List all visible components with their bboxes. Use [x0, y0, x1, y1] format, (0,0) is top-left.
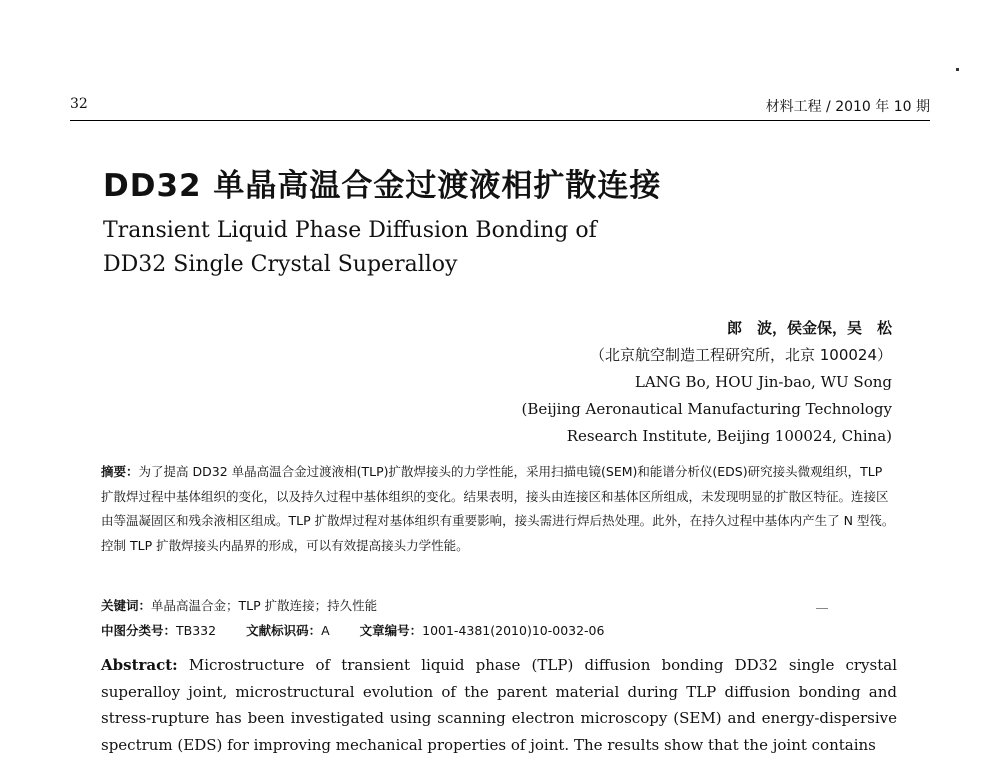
abstract-english [101, 652, 897, 758]
clc-label: 中图分类号： [101, 623, 177, 638]
page-number: 32 [70, 96, 88, 112]
title-english-line-2: DD32 Single Crystal Superalloy [103, 252, 458, 277]
scan-speck [956, 68, 959, 71]
abstract-english-text: Microstructure of transient liquid phase (TLP) diffusion bonding DD32 single crystal superalloy joint, microstructural evolution of the parent material during TLP diffusion bonding and stress-rupture has been investigated using scanning electron microscopy (SEM) and energy-dispersive spectrum (EDS) for improving mechanical properties of joint. The results show that the joint contains [101, 656, 897, 754]
keywords [101, 596, 377, 614]
abstract-english-label: Abstract: [101, 656, 178, 674]
title-chinese: DD32 单晶高温合金过渡液相扩散连接 [103, 168, 662, 204]
authors-english: LANG Bo, HOU Jin-bao, WU Song [634, 373, 892, 391]
article-number-value: 1001-4381(2010)10-0032-06 [422, 623, 605, 638]
keywords-text: 单晶高温合金；TLP 扩散连接；持久性能 [151, 598, 378, 613]
classification-line [101, 621, 604, 639]
journal-header: 材料工程 / 2010 年 10 期 [765, 99, 930, 115]
affiliation-english-line-1: (Beijing Aeronautical Manufacturing Technology [521, 400, 892, 418]
doc-code-value: A [321, 623, 330, 638]
title-english [103, 214, 597, 282]
abstract-chinese-label: 摘要： [101, 464, 139, 479]
header-rule [70, 120, 930, 121]
abstract-chinese-text: 为了提高 DD32 单晶高温合金过渡液相(TLP)扩散焊接头的力学性能，采用扫描电镜(SEM)和能谱分析仪(EDS)研究接头微观组织，TLP 扩散焊过程中基体组织的变化，以及持久过程中基体组织的变化。结果表明，接头由连接区和基体区所组成，未发现明显的扩散区特征。连接区由等温凝固区和残余液相区组成。TLP 扩散焊过程对基体组织有重要影响，接头需进行焊后热处理。此外，在持久过程中基体内产生了 N 型筏。控制 TLP 扩散焊接头内晶界的形成，可以有效提高接头力学性能。 [101, 464, 895, 553]
authors-chinese: 郎 波，侯金保，吴 松 [726, 319, 892, 337]
author-block [521, 315, 892, 450]
abstract-chinese [101, 460, 897, 558]
article-number-label: 文章编号： [359, 623, 423, 638]
keywords-label: 关键词： [101, 598, 152, 613]
doc-code-label: 文献标识码： [246, 623, 322, 638]
clc-value: TB332 [176, 623, 217, 638]
scan-mark [816, 608, 828, 609]
affiliation-english-line-2: Research Institute, Beijing 100024, China) [566, 427, 892, 445]
affiliation-chinese: （北京航空制造工程研究所，北京 100024） [589, 346, 892, 364]
title-english-line-1: Transient Liquid Phase Diffusion Bonding of [103, 218, 597, 243]
